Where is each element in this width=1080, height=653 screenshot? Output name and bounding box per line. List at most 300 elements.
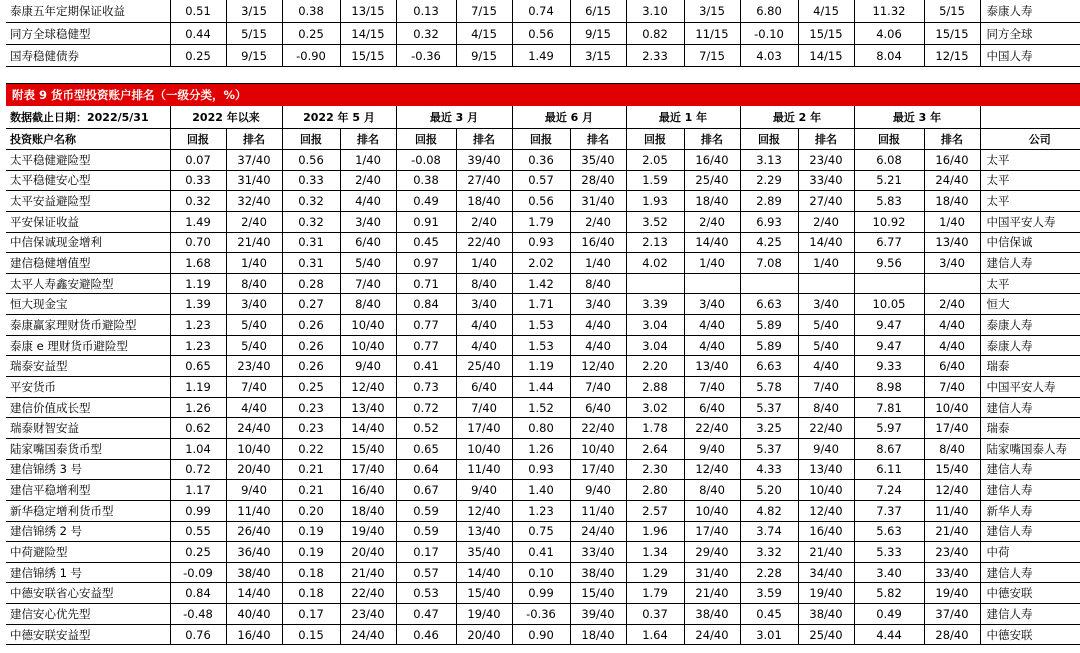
rank-cell: 1/40 bbox=[570, 253, 626, 274]
company-cell: 建信人寿 bbox=[980, 480, 1080, 501]
period-header: 最近 2 年 bbox=[740, 106, 854, 129]
rank-cell: 12/40 bbox=[570, 356, 626, 377]
return-cell: 3.01 bbox=[740, 624, 798, 645]
rank-cell: 19/40 bbox=[456, 604, 512, 625]
rank-cell: 6/40 bbox=[570, 397, 626, 418]
return-cell: 1.19 bbox=[170, 377, 226, 398]
rank-cell: 14/40 bbox=[684, 232, 740, 253]
return-cell: 4.03 bbox=[740, 45, 798, 67]
rank-cell: 21/40 bbox=[684, 583, 740, 604]
return-cell: 2.88 bbox=[626, 377, 684, 398]
company-cell: 中德安联 bbox=[980, 583, 1080, 604]
rank-cell: 3/40 bbox=[684, 294, 740, 315]
rank-cell: 4/40 bbox=[924, 335, 980, 356]
rank-cell: 5/40 bbox=[340, 253, 396, 274]
rank-cell: 11/40 bbox=[570, 500, 626, 521]
return-cell: 0.31 bbox=[282, 232, 340, 253]
table-row bbox=[6, 377, 1080, 398]
company-cell: 太平 bbox=[980, 273, 1080, 294]
rank-cell: 4/40 bbox=[340, 191, 396, 212]
table-row bbox=[6, 191, 1080, 212]
account-name: 新华稳定增利货币型 bbox=[6, 500, 170, 521]
return-cell: 0.99 bbox=[512, 583, 570, 604]
return-cell: 0.49 bbox=[396, 191, 456, 212]
company-cell: 中国平安人寿 bbox=[980, 377, 1080, 398]
return-cell: 1.71 bbox=[512, 294, 570, 315]
rank-cell: 21/40 bbox=[798, 542, 854, 563]
rank-cell: 22/40 bbox=[798, 418, 854, 439]
rank-cell: 16/40 bbox=[340, 480, 396, 501]
return-cell: 3.04 bbox=[626, 335, 684, 356]
table-row bbox=[6, 356, 1080, 377]
rank-cell: 9/15 bbox=[226, 45, 282, 67]
rank-cell: 10/40 bbox=[226, 438, 282, 459]
return-cell: 2.89 bbox=[740, 191, 798, 212]
return-cell: 3.59 bbox=[740, 583, 798, 604]
return-cell: 3.04 bbox=[626, 315, 684, 336]
table-row bbox=[6, 562, 1080, 583]
rank-cell: 5/40 bbox=[226, 335, 282, 356]
return-cell: 0.32 bbox=[170, 191, 226, 212]
rank-cell: 9/40 bbox=[798, 438, 854, 459]
return-cell: 0.13 bbox=[396, 0, 456, 23]
table-row bbox=[6, 23, 1080, 45]
rank-cell: 6/40 bbox=[924, 356, 980, 377]
table-row bbox=[6, 253, 1080, 274]
rank-cell bbox=[798, 273, 854, 294]
rank-cell: 35/40 bbox=[570, 150, 626, 171]
return-cell: 0.47 bbox=[396, 604, 456, 625]
return-cell: 6.63 bbox=[740, 356, 798, 377]
return-cell: 2.29 bbox=[740, 170, 798, 191]
return-cell: 1.79 bbox=[626, 583, 684, 604]
rank-cell: 21/40 bbox=[226, 232, 282, 253]
rank-cell: 16/40 bbox=[798, 521, 854, 542]
return-cell: 0.93 bbox=[512, 459, 570, 480]
return-cell: 9.47 bbox=[854, 315, 924, 336]
account-name: 太平稳健安心型 bbox=[6, 170, 170, 191]
return-cell: 0.93 bbox=[512, 232, 570, 253]
return-cell: 4.33 bbox=[740, 459, 798, 480]
rank-cell: 23/40 bbox=[226, 356, 282, 377]
period-header: 2022 年 5 月 bbox=[282, 106, 396, 129]
return-cell: 0.19 bbox=[282, 542, 340, 563]
table-row bbox=[6, 542, 1080, 563]
return-cell: 0.15 bbox=[282, 624, 340, 645]
account-name: 建信稳健增值型 bbox=[6, 253, 170, 274]
rank-cell: 19/40 bbox=[798, 583, 854, 604]
return-cell: 5.82 bbox=[854, 583, 924, 604]
rank-cell: 21/40 bbox=[340, 562, 396, 583]
return-cell: 7.08 bbox=[740, 253, 798, 274]
account-name-header: 投资账户名称 bbox=[6, 129, 170, 150]
account-name: 瑞泰安益型 bbox=[6, 356, 170, 377]
rank-cell: 4/40 bbox=[570, 335, 626, 356]
return-cell: 0.53 bbox=[396, 583, 456, 604]
return-cell: 0.45 bbox=[740, 604, 798, 625]
return-cell: 5.21 bbox=[854, 170, 924, 191]
rank-cell: 5/40 bbox=[798, 335, 854, 356]
table-row bbox=[6, 294, 1080, 315]
account-name: 太平稳健避险型 bbox=[6, 150, 170, 171]
rank-cell: 33/40 bbox=[798, 170, 854, 191]
return-cell: 1.49 bbox=[512, 45, 570, 67]
account-name: 陆家嘴国泰货币型 bbox=[6, 438, 170, 459]
return-cell: 7.81 bbox=[854, 397, 924, 418]
rank-cell: 35/40 bbox=[456, 542, 512, 563]
rank-cell: 7/40 bbox=[340, 273, 396, 294]
rank-cell: 4/40 bbox=[924, 315, 980, 336]
return-cell: 5.37 bbox=[740, 397, 798, 418]
rank-cell: 5/40 bbox=[226, 315, 282, 336]
table-title: 附表 9 货币型投资账户排名（一级分类，%） bbox=[6, 84, 1080, 107]
return-cell: 0.33 bbox=[282, 170, 340, 191]
return-cell: 3.02 bbox=[626, 397, 684, 418]
rank-cell: 10/40 bbox=[684, 500, 740, 521]
rank-cell: 11/40 bbox=[924, 500, 980, 521]
rank-cell: 40/40 bbox=[226, 604, 282, 625]
company-cell: 瑞泰 bbox=[980, 356, 1080, 377]
table-row bbox=[6, 438, 1080, 459]
rank-cell: 21/40 bbox=[924, 521, 980, 542]
return-cell: 0.56 bbox=[512, 191, 570, 212]
account-name: 同方全球稳健型 bbox=[6, 23, 170, 45]
return-cell: 4.25 bbox=[740, 232, 798, 253]
rank-cell: 16/40 bbox=[226, 624, 282, 645]
table-row bbox=[6, 500, 1080, 521]
rank-cell: 3/40 bbox=[798, 294, 854, 315]
return-cell: 0.41 bbox=[512, 542, 570, 563]
rank-cell: 14/40 bbox=[798, 232, 854, 253]
rank-cell: 1/40 bbox=[340, 150, 396, 171]
return-cell: 0.26 bbox=[282, 315, 340, 336]
return-cell: 6.11 bbox=[854, 459, 924, 480]
rank-cell: 28/40 bbox=[924, 624, 980, 645]
rank-cell: 8/40 bbox=[456, 273, 512, 294]
rank-cell: 7/40 bbox=[924, 377, 980, 398]
return-cell: 2.13 bbox=[626, 232, 684, 253]
rank-cell: 10/40 bbox=[798, 480, 854, 501]
rank-cell: 37/40 bbox=[226, 150, 282, 171]
company-cell: 太平 bbox=[980, 150, 1080, 171]
return-cell: 1.17 bbox=[170, 480, 226, 501]
table-row bbox=[6, 418, 1080, 439]
rank-cell: 23/40 bbox=[924, 542, 980, 563]
rank-cell: 22/40 bbox=[340, 583, 396, 604]
return-cell: 0.51 bbox=[170, 0, 226, 23]
return-cell: 2.05 bbox=[626, 150, 684, 171]
return-cell: 0.37 bbox=[626, 604, 684, 625]
return-cell: 0.38 bbox=[282, 0, 340, 23]
rank-cell: 3/40 bbox=[340, 211, 396, 232]
rank-cell: 9/40 bbox=[340, 356, 396, 377]
return-cell: 0.26 bbox=[282, 335, 340, 356]
rank-cell: 4/15 bbox=[456, 23, 512, 45]
rank-cell: 11/40 bbox=[456, 459, 512, 480]
company-cell: 建信人寿 bbox=[980, 604, 1080, 625]
table-row bbox=[6, 45, 1080, 67]
rank-cell: 15/40 bbox=[570, 583, 626, 604]
company-cell: 恒大 bbox=[980, 294, 1080, 315]
rank-cell: 22/40 bbox=[570, 418, 626, 439]
rank-cell: 2/40 bbox=[570, 211, 626, 232]
account-name: 中信保诚现金增利 bbox=[6, 232, 170, 253]
return-cell: 6.63 bbox=[740, 294, 798, 315]
header-blank bbox=[980, 106, 1080, 129]
rank-header: 排名 bbox=[226, 129, 282, 150]
return-cell: 0.72 bbox=[170, 459, 226, 480]
return-cell: 0.73 bbox=[396, 377, 456, 398]
return-cell: 1.23 bbox=[170, 335, 226, 356]
rank-cell: 18/40 bbox=[924, 191, 980, 212]
rank-cell: 2/40 bbox=[684, 211, 740, 232]
rank-cell: 20/40 bbox=[340, 542, 396, 563]
account-name: 中德安联安益型 bbox=[6, 624, 170, 645]
return-cell: 0.18 bbox=[282, 562, 340, 583]
rank-cell: 8/40 bbox=[924, 438, 980, 459]
return-cell: 7.37 bbox=[854, 500, 924, 521]
rank-cell: 16/40 bbox=[924, 150, 980, 171]
rank-cell: 7/15 bbox=[684, 45, 740, 67]
return-cell: 0.07 bbox=[170, 150, 226, 171]
return-cell: -0.90 bbox=[282, 45, 340, 67]
rank-cell: 2/40 bbox=[798, 211, 854, 232]
return-cell: 0.64 bbox=[396, 459, 456, 480]
return-cell: 0.84 bbox=[170, 583, 226, 604]
rank-cell: 12/40 bbox=[340, 377, 396, 398]
return-cell: 0.22 bbox=[282, 438, 340, 459]
return-cell: 6.93 bbox=[740, 211, 798, 232]
rank-cell: 4/40 bbox=[684, 335, 740, 356]
rank-cell: 24/40 bbox=[340, 624, 396, 645]
table-row bbox=[6, 624, 1080, 645]
table-row bbox=[6, 480, 1080, 501]
return-cell: 5.89 bbox=[740, 315, 798, 336]
rank-cell: 20/40 bbox=[226, 459, 282, 480]
return-header: 回报 bbox=[170, 129, 226, 150]
account-name: 恒大现金宝 bbox=[6, 294, 170, 315]
return-cell: 5.20 bbox=[740, 480, 798, 501]
return-cell: 1.19 bbox=[512, 356, 570, 377]
rank-cell: 25/40 bbox=[456, 356, 512, 377]
rank-cell: 7/40 bbox=[226, 377, 282, 398]
return-cell: 3.10 bbox=[626, 0, 684, 23]
return-cell: 0.19 bbox=[282, 521, 340, 542]
return-cell: 9.56 bbox=[854, 253, 924, 274]
rank-cell: 1/40 bbox=[798, 253, 854, 274]
rank-header: 排名 bbox=[340, 129, 396, 150]
table-row bbox=[6, 583, 1080, 604]
return-header: 回报 bbox=[854, 129, 924, 150]
rank-cell: 7/15 bbox=[456, 0, 512, 23]
rank-cell: 6/40 bbox=[340, 232, 396, 253]
return-cell: 0.77 bbox=[396, 315, 456, 336]
rank-cell: 13/40 bbox=[798, 459, 854, 480]
rank-cell: 9/15 bbox=[570, 23, 626, 45]
rank-header: 排名 bbox=[570, 129, 626, 150]
rank-cell: 3/40 bbox=[226, 294, 282, 315]
account-name: 泰康赢家理财货币避险型 bbox=[6, 315, 170, 336]
table-row bbox=[6, 232, 1080, 253]
return-cell: 5.33 bbox=[854, 542, 924, 563]
rank-cell: 14/40 bbox=[340, 418, 396, 439]
rank-cell: 17/40 bbox=[924, 418, 980, 439]
rank-cell: 37/40 bbox=[924, 604, 980, 625]
rank-cell: 13/40 bbox=[924, 232, 980, 253]
company-cell: 陆家嘴国泰人寿 bbox=[980, 438, 1080, 459]
rank-cell: 23/40 bbox=[798, 150, 854, 171]
table-row bbox=[6, 604, 1080, 625]
return-cell: 0.36 bbox=[512, 150, 570, 171]
rank-cell: 28/40 bbox=[570, 170, 626, 191]
table-row bbox=[6, 0, 1080, 23]
account-name: 建信安心优先型 bbox=[6, 604, 170, 625]
return-cell: 2.20 bbox=[626, 356, 684, 377]
rank-cell: 12/40 bbox=[456, 500, 512, 521]
rank-cell: 11/40 bbox=[226, 500, 282, 521]
return-cell: 0.57 bbox=[396, 562, 456, 583]
account-name: 太平人寿鑫安避险型 bbox=[6, 273, 170, 294]
table-row bbox=[6, 170, 1080, 191]
return-cell: 0.23 bbox=[282, 418, 340, 439]
table-row bbox=[6, 150, 1080, 171]
return-cell: 5.37 bbox=[740, 438, 798, 459]
return-cell: -0.48 bbox=[170, 604, 226, 625]
return-cell: -0.36 bbox=[396, 45, 456, 67]
rank-cell: 13/40 bbox=[684, 356, 740, 377]
return-cell: 0.27 bbox=[282, 294, 340, 315]
rank-cell: 36/40 bbox=[226, 542, 282, 563]
return-cell: 0.62 bbox=[170, 418, 226, 439]
table-row bbox=[6, 211, 1080, 232]
rank-cell: 34/40 bbox=[798, 562, 854, 583]
return-header: 回报 bbox=[282, 129, 340, 150]
rank-cell: 24/40 bbox=[684, 624, 740, 645]
return-cell: 8.04 bbox=[854, 45, 924, 67]
rank-cell: 9/40 bbox=[684, 438, 740, 459]
rank-cell: 2/40 bbox=[340, 170, 396, 191]
account-name: 泰康五年定期保证收益 bbox=[6, 0, 170, 23]
return-cell: 10.92 bbox=[854, 211, 924, 232]
account-name: 中德安联省心安益型 bbox=[6, 583, 170, 604]
rank-cell: 7/40 bbox=[684, 377, 740, 398]
return-cell: 0.90 bbox=[512, 624, 570, 645]
return-cell: 1.49 bbox=[170, 211, 226, 232]
rank-cell: 31/40 bbox=[570, 191, 626, 212]
account-name: 太平安益避险型 bbox=[6, 191, 170, 212]
return-cell: 1.34 bbox=[626, 542, 684, 563]
return-cell: 3.52 bbox=[626, 211, 684, 232]
rank-cell: 18/40 bbox=[340, 500, 396, 521]
rank-cell: 15/15 bbox=[924, 23, 980, 45]
rank-cell: 26/40 bbox=[226, 521, 282, 542]
company-cell: 中荷 bbox=[980, 542, 1080, 563]
rank-cell: 9/40 bbox=[570, 480, 626, 501]
rank-cell: 24/40 bbox=[226, 418, 282, 439]
return-cell: -0.36 bbox=[512, 604, 570, 625]
rank-cell: 4/40 bbox=[798, 356, 854, 377]
rank-cell: 25/40 bbox=[684, 170, 740, 191]
rank-cell: 18/40 bbox=[456, 191, 512, 212]
return-header: 回报 bbox=[396, 129, 456, 150]
return-cell bbox=[854, 273, 924, 294]
return-cell: 0.56 bbox=[512, 23, 570, 45]
period-header: 最近 6 月 bbox=[512, 106, 626, 129]
table-row bbox=[6, 335, 1080, 356]
return-cell: 3.39 bbox=[626, 294, 684, 315]
rank-cell: 3/15 bbox=[684, 0, 740, 23]
rank-cell: 18/40 bbox=[684, 191, 740, 212]
rank-cell: 19/40 bbox=[924, 583, 980, 604]
rank-cell: 38/40 bbox=[684, 604, 740, 625]
return-cell: 10.05 bbox=[854, 294, 924, 315]
return-cell: 0.80 bbox=[512, 418, 570, 439]
return-cell: 3.13 bbox=[740, 150, 798, 171]
rank-cell: 25/40 bbox=[798, 624, 854, 645]
return-cell: 1.29 bbox=[626, 562, 684, 583]
rank-cell: 4/40 bbox=[684, 315, 740, 336]
return-cell: 0.55 bbox=[170, 521, 226, 542]
return-cell: 0.52 bbox=[396, 418, 456, 439]
rank-cell: 14/40 bbox=[226, 583, 282, 604]
return-cell: 0.59 bbox=[396, 500, 456, 521]
rank-cell: 8/40 bbox=[340, 294, 396, 315]
return-cell: 5.78 bbox=[740, 377, 798, 398]
company-header: 公司 bbox=[980, 129, 1080, 150]
return-cell: 8.98 bbox=[854, 377, 924, 398]
return-cell: 0.65 bbox=[170, 356, 226, 377]
rank-header: 排名 bbox=[684, 129, 740, 150]
rank-cell: 1/40 bbox=[226, 253, 282, 274]
return-cell: 8.67 bbox=[854, 438, 924, 459]
rank-cell: 24/40 bbox=[570, 521, 626, 542]
return-cell: 1.64 bbox=[626, 624, 684, 645]
rank-cell: 15/40 bbox=[340, 438, 396, 459]
rank-cell: 4/40 bbox=[226, 397, 282, 418]
rank-cell: 16/40 bbox=[684, 150, 740, 171]
company-cell: 泰康人寿 bbox=[980, 315, 1080, 336]
return-cell: 0.76 bbox=[170, 624, 226, 645]
company-cell: 太平 bbox=[980, 170, 1080, 191]
rank-cell: 15/15 bbox=[340, 45, 396, 67]
rank-cell: 17/40 bbox=[684, 521, 740, 542]
return-cell: -0.08 bbox=[396, 150, 456, 171]
table-title-row bbox=[6, 84, 1080, 107]
return-cell: 2.64 bbox=[626, 438, 684, 459]
return-cell: 1.53 bbox=[512, 335, 570, 356]
period-header: 最近 3 年 bbox=[854, 106, 980, 129]
return-cell: 1.26 bbox=[170, 397, 226, 418]
rank-cell: 20/40 bbox=[456, 624, 512, 645]
return-cell: 1.78 bbox=[626, 418, 684, 439]
return-cell: 0.31 bbox=[282, 253, 340, 274]
return-cell: 0.97 bbox=[396, 253, 456, 274]
rank-cell: 12/40 bbox=[798, 500, 854, 521]
return-cell: 0.17 bbox=[396, 542, 456, 563]
top-partial-table bbox=[6, 0, 1080, 67]
return-cell: 0.41 bbox=[396, 356, 456, 377]
company-cell: 中信保诚 bbox=[980, 232, 1080, 253]
account-name: 建信平稳增利型 bbox=[6, 480, 170, 501]
return-cell: 0.71 bbox=[396, 273, 456, 294]
return-cell: 1.53 bbox=[512, 315, 570, 336]
rank-cell: 3/40 bbox=[924, 253, 980, 274]
rank-cell: 10/40 bbox=[456, 438, 512, 459]
rank-cell: 10/40 bbox=[924, 397, 980, 418]
rank-cell: 2/40 bbox=[924, 294, 980, 315]
rank-cell: 12/40 bbox=[684, 459, 740, 480]
rank-cell: 5/15 bbox=[226, 23, 282, 45]
